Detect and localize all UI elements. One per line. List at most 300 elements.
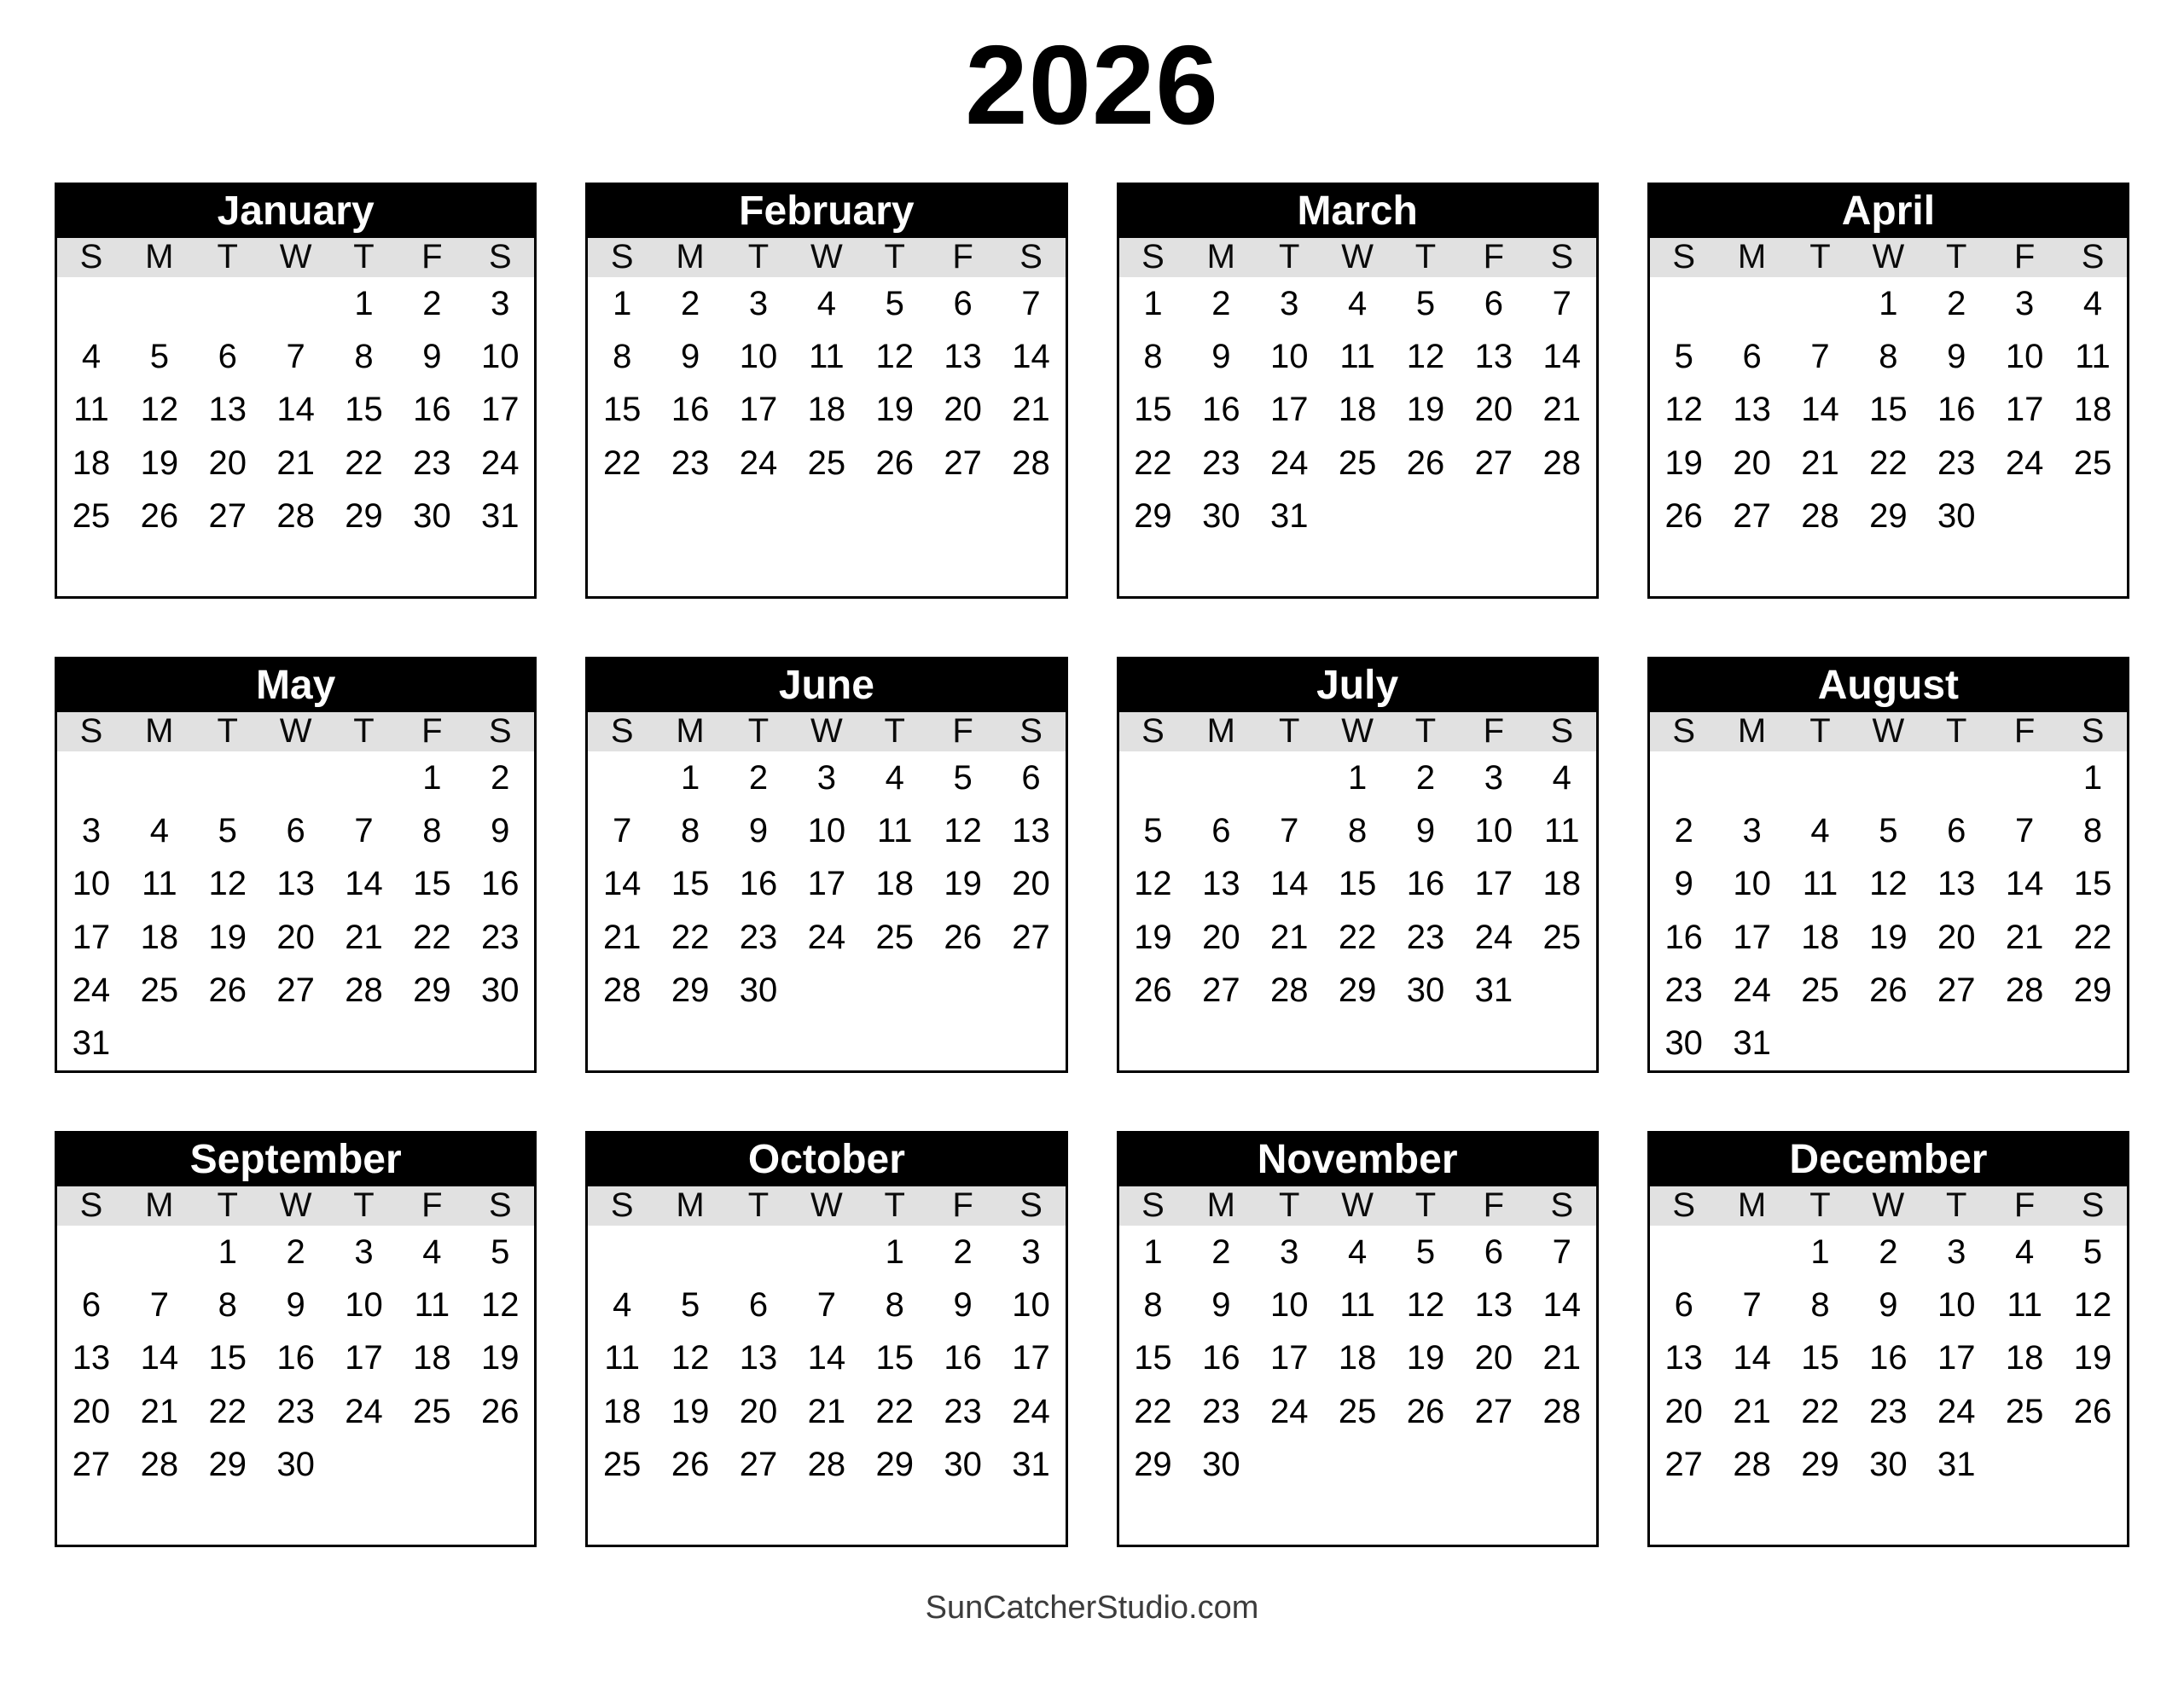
weekday-label: T — [353, 1186, 375, 1225]
day-cell: 26 — [671, 1446, 710, 1484]
day-cell: 29 — [1338, 971, 1377, 1010]
day-cell: 7 — [354, 812, 374, 850]
day-cell: 23 — [1202, 444, 1240, 482]
day-cell: 10 — [72, 865, 111, 903]
day-cell: 17 — [72, 918, 111, 956]
day-cell: 2 — [286, 1232, 305, 1271]
day-cell: 11 — [604, 1339, 640, 1377]
weekday-label: M — [1206, 1186, 1235, 1225]
day-cell: 5 — [680, 1286, 700, 1325]
day-cell: 18 — [807, 391, 846, 429]
weekday-label: S — [2081, 1186, 2105, 1225]
weekday-row — [1650, 1186, 2127, 1226]
day-cell: 25 — [1338, 1392, 1377, 1430]
day-cell: 19 — [208, 918, 247, 956]
day-cell: 8 — [1143, 1286, 1163, 1325]
day-cell: 26 — [1134, 971, 1172, 1010]
weekday-row — [57, 238, 534, 277]
day-cell: 19 — [671, 1392, 710, 1430]
day-cell: 17 — [1733, 918, 1771, 956]
day-cell: 22 — [671, 918, 710, 956]
day-cell: 3 — [1947, 1232, 1966, 1271]
day-cell: 22 — [1869, 444, 1908, 482]
day-cell: 4 — [816, 284, 836, 322]
day-cell: 9 — [1879, 1286, 1898, 1325]
day-cell: 25 — [72, 497, 111, 536]
day-cell: 4 — [885, 758, 904, 797]
day-cell: 27 — [1474, 444, 1513, 482]
day-cell: 23 — [671, 444, 710, 482]
day-cell: 4 — [81, 338, 102, 376]
day-cell: 21 — [345, 918, 383, 956]
month-title: August — [1817, 663, 1960, 709]
weekday-label: S — [1141, 238, 1165, 276]
day-cell: 10 — [1937, 1286, 1976, 1325]
day-cell: 3 — [81, 812, 102, 850]
day-cell: 13 — [1733, 391, 1771, 429]
day-cell: 24 — [1269, 1392, 1309, 1430]
day-cell: 18 — [1338, 391, 1377, 429]
weekday-label: S — [1019, 712, 1043, 751]
day-cell: 2 — [953, 1232, 973, 1271]
day-cell: 11 — [1544, 812, 1580, 850]
month-title: December — [1789, 1137, 1988, 1183]
weekday-label: S — [488, 712, 512, 751]
weekday-label: W — [1872, 1186, 1905, 1225]
day-cell: 8 — [1879, 338, 1898, 376]
day-cell: 18 — [72, 444, 111, 482]
day-cell: 13 — [1474, 338, 1513, 376]
day-cell: 25 — [140, 971, 179, 1010]
day-cell: 18 — [875, 865, 914, 903]
weekday-label: F — [1483, 712, 1505, 751]
month-block — [1647, 183, 2129, 599]
day-cell: 23 — [1664, 971, 1703, 1010]
day-cell: 5 — [1415, 1232, 1436, 1271]
day-cell: 22 — [345, 444, 383, 482]
day-cell: 6 — [286, 812, 305, 850]
day-cell: 5 — [1143, 812, 1163, 850]
day-cell: 6 — [81, 1286, 102, 1325]
day-cell: 29 — [2073, 971, 2112, 1010]
day-cell: 12 — [671, 1339, 710, 1377]
weekday-label: T — [1946, 1186, 1967, 1225]
day-cell: 14 — [1012, 338, 1050, 376]
day-cell: 17 — [481, 391, 520, 429]
day-cell: 19 — [140, 444, 179, 482]
day-cell: 10 — [481, 338, 520, 376]
day-cell: 1 — [613, 284, 632, 322]
weekday-label: S — [1019, 1186, 1043, 1225]
day-cell: 22 — [208, 1392, 247, 1430]
day-cell: 26 — [944, 918, 982, 956]
day-cell: 14 — [1733, 1339, 1771, 1377]
weekday-label: F — [421, 238, 443, 276]
day-cell: 30 — [1869, 1446, 1908, 1484]
day-cell: 7 — [1280, 812, 1299, 850]
day-cell: 23 — [1406, 918, 1445, 956]
day-cell: 27 — [208, 497, 247, 536]
weekday-row — [57, 712, 534, 751]
day-cell: 3 — [1021, 1232, 1041, 1271]
day-cell: 19 — [1406, 1339, 1445, 1377]
day-cell: 2 — [1879, 1232, 1898, 1271]
day-cell: 23 — [1937, 444, 1976, 482]
day-cell: 7 — [149, 1286, 169, 1325]
day-cell: 5 — [218, 812, 237, 850]
day-cell: 27 — [1202, 971, 1240, 1010]
day-cell: 8 — [1810, 1286, 1830, 1325]
day-cell: 8 — [2082, 812, 2103, 850]
day-cell: 9 — [953, 1286, 973, 1325]
day-cell: 17 — [1474, 865, 1513, 903]
day-cell: 20 — [72, 1392, 111, 1430]
day-cell: 30 — [739, 971, 778, 1010]
month-header — [1650, 1134, 2127, 1186]
weekday-row — [1119, 238, 1596, 277]
day-cell: 17 — [345, 1339, 383, 1377]
day-cell: 3 — [491, 284, 510, 322]
weekday-label: F — [2013, 712, 2036, 751]
month-header — [1119, 185, 1596, 238]
day-cell: 25 — [602, 1446, 642, 1484]
day-cell: 13 — [1474, 1286, 1513, 1325]
day-cell: 13 — [1937, 865, 1976, 903]
month-header — [1119, 659, 1596, 712]
month-header — [588, 1134, 1065, 1186]
weekday-label: T — [1414, 712, 1437, 751]
day-cell: 8 — [422, 812, 442, 850]
day-cell: 14 — [140, 1339, 179, 1377]
weekday-label: T — [1809, 712, 1831, 751]
day-cell: 21 — [1012, 391, 1050, 429]
weekday-row — [1650, 238, 2127, 277]
day-cell: 4 — [1552, 758, 1571, 797]
day-cell: 22 — [602, 444, 642, 482]
day-cell: 28 — [1542, 1392, 1582, 1430]
weekday-label: M — [1737, 712, 1767, 751]
day-cell: 26 — [1869, 971, 1908, 1010]
day-cell: 9 — [1947, 338, 1966, 376]
day-cell: 17 — [1269, 1339, 1309, 1377]
weekday-label: T — [1279, 1186, 1300, 1225]
day-cell: 13 — [1012, 812, 1050, 850]
day-cell: 15 — [671, 865, 710, 903]
day-cell: 27 — [1937, 971, 1976, 1010]
day-cell: 24 — [1733, 971, 1771, 1010]
day-cell: 26 — [2073, 1392, 2112, 1430]
day-cell: 24 — [1937, 1392, 1976, 1430]
day-cell: 18 — [413, 1339, 451, 1377]
weekday-label: T — [353, 712, 375, 751]
day-cell: 7 — [613, 812, 632, 850]
day-cell: 27 — [944, 444, 982, 482]
day-cell: 28 — [2005, 971, 2044, 1010]
day-cell: 28 — [1269, 971, 1309, 1010]
day-cell: 7 — [1742, 1286, 1762, 1325]
day-cell: 10 — [1733, 865, 1771, 903]
day-cell: 20 — [1474, 1339, 1513, 1377]
day-cell: 6 — [218, 338, 237, 376]
weekday-label: S — [1019, 238, 1043, 276]
weekday-label: F — [421, 1186, 443, 1225]
month-block — [585, 183, 1067, 599]
day-cell: 5 — [885, 284, 904, 322]
month-header — [1650, 185, 2127, 238]
day-cell: 24 — [2005, 444, 2044, 482]
day-cell: 4 — [1347, 284, 1368, 322]
day-cell: 15 — [2073, 865, 2112, 903]
day-cell: 9 — [680, 338, 700, 376]
day-cell: 24 — [481, 444, 520, 482]
day-cell: 24 — [72, 971, 111, 1010]
day-cell: 5 — [491, 1232, 510, 1271]
day-cell: 4 — [613, 1286, 632, 1325]
day-cell: 9 — [748, 812, 769, 850]
day-cell: 14 — [1801, 391, 1839, 429]
month-days — [1119, 1226, 1596, 1545]
weekday-label: S — [79, 238, 103, 276]
day-cell: 28 — [1801, 497, 1839, 536]
day-cell: 2 — [1947, 284, 1966, 322]
weekday-label: S — [610, 712, 634, 751]
month-title: July — [1316, 663, 1399, 709]
day-cell: 3 — [1280, 284, 1299, 322]
day-cell: 24 — [739, 444, 778, 482]
month-header — [1650, 659, 2127, 712]
day-cell: 24 — [345, 1392, 383, 1430]
weekday-row — [588, 712, 1065, 751]
day-cell: 1 — [1810, 1232, 1830, 1271]
day-cell: 12 — [875, 338, 914, 376]
weekday-label: M — [145, 1186, 174, 1225]
month-days — [57, 751, 534, 1070]
weekday-label: M — [676, 238, 705, 276]
day-cell: 10 — [1269, 1286, 1309, 1325]
day-cell: 12 — [1406, 338, 1445, 376]
weekday-label: F — [1483, 1186, 1505, 1225]
weekday-label: W — [279, 238, 312, 276]
day-cell: 19 — [944, 865, 982, 903]
day-cell: 8 — [218, 1286, 237, 1325]
day-cell: 27 — [72, 1446, 111, 1484]
weekday-label: M — [1737, 238, 1767, 276]
day-cell: 1 — [2082, 758, 2103, 797]
day-cell: 11 — [876, 812, 913, 850]
weekday-label: T — [1946, 238, 1967, 276]
day-cell: 28 — [1542, 444, 1582, 482]
day-cell: 6 — [1021, 758, 1041, 797]
day-cell: 8 — [1143, 338, 1163, 376]
day-cell: 26 — [1406, 444, 1445, 482]
day-cell: 5 — [953, 758, 973, 797]
day-cell: 2 — [680, 284, 700, 322]
weekday-label: W — [810, 712, 843, 751]
day-cell: 26 — [140, 497, 179, 536]
month-header — [588, 185, 1065, 238]
day-cell: 21 — [1542, 1339, 1582, 1377]
day-cell: 29 — [1134, 497, 1172, 536]
day-cell: 17 — [1269, 391, 1309, 429]
weekday-row — [588, 238, 1065, 277]
day-cell: 20 — [1202, 918, 1240, 956]
month-days — [588, 1226, 1065, 1545]
month-block — [585, 1131, 1067, 1547]
day-cell: 8 — [1347, 812, 1368, 850]
day-cell: 16 — [1202, 1339, 1240, 1377]
day-cell: 14 — [807, 1339, 846, 1377]
month-block — [1117, 657, 1599, 1073]
day-cell: 27 — [276, 971, 315, 1010]
day-cell: 10 — [2005, 338, 2044, 376]
weekday-label: T — [747, 712, 770, 751]
day-cell: 26 — [208, 971, 247, 1010]
day-cell: 14 — [1542, 338, 1582, 376]
weekday-label: S — [488, 1186, 512, 1225]
month-title: March — [1297, 188, 1418, 235]
day-cell: 20 — [276, 918, 315, 956]
day-cell: 1 — [1143, 284, 1163, 322]
day-cell: 19 — [1406, 391, 1445, 429]
weekday-label: S — [1550, 712, 1574, 751]
weekday-label: T — [217, 1186, 238, 1225]
day-cell: 30 — [1664, 1024, 1703, 1063]
day-cell: 15 — [345, 391, 383, 429]
day-cell: 21 — [276, 444, 315, 482]
day-cell: 2 — [1415, 758, 1436, 797]
day-cell: 21 — [1733, 1392, 1771, 1430]
day-cell: 10 — [1474, 812, 1513, 850]
month-title: October — [747, 1137, 905, 1183]
weekday-label: T — [884, 1186, 905, 1225]
day-cell: 12 — [1406, 1286, 1445, 1325]
day-cell: 19 — [875, 391, 914, 429]
day-cell: 30 — [944, 1446, 982, 1484]
day-cell: 17 — [1012, 1339, 1050, 1377]
weekday-label: W — [810, 238, 843, 276]
day-cell: 6 — [1742, 338, 1762, 376]
month-header — [57, 185, 534, 238]
weekday-label: W — [1341, 1186, 1374, 1225]
day-cell: 16 — [1202, 391, 1240, 429]
day-cell: 24 — [807, 918, 846, 956]
day-cell: 29 — [345, 497, 383, 536]
day-cell: 29 — [875, 1446, 914, 1484]
day-cell: 3 — [1742, 812, 1762, 850]
day-cell: 6 — [1484, 284, 1504, 322]
weekday-label: T — [1809, 238, 1831, 276]
day-cell: 1 — [422, 758, 442, 797]
weekday-label: T — [1809, 1186, 1831, 1225]
day-cell: 21 — [1801, 444, 1839, 482]
day-cell: 21 — [2005, 918, 2044, 956]
day-cell: 18 — [2073, 391, 2112, 429]
day-cell: 23 — [739, 918, 778, 956]
day-cell: 5 — [1879, 812, 1898, 850]
day-cell: 15 — [208, 1339, 247, 1377]
day-cell: 29 — [1869, 497, 1908, 536]
day-cell: 3 — [2015, 284, 2035, 322]
day-cell: 4 — [1810, 812, 1830, 850]
weekday-label: W — [1341, 238, 1374, 276]
day-cell: 21 — [1542, 391, 1582, 429]
month-days — [588, 751, 1065, 1070]
weekday-label: T — [1414, 238, 1437, 276]
day-cell: 25 — [1801, 971, 1839, 1010]
day-cell: 21 — [807, 1392, 846, 1430]
day-cell: 15 — [1338, 865, 1377, 903]
weekday-label: F — [421, 712, 443, 751]
day-cell: 6 — [1484, 1232, 1504, 1271]
weekday-label: S — [1672, 712, 1696, 751]
day-cell: 15 — [1869, 391, 1908, 429]
month-block — [55, 183, 537, 599]
day-cell: 19 — [2073, 1339, 2112, 1377]
day-cell: 1 — [1143, 1232, 1163, 1271]
day-cell: 23 — [413, 444, 451, 482]
weekday-row — [57, 1186, 534, 1226]
month-header — [57, 1134, 534, 1186]
day-cell: 11 — [2075, 338, 2111, 376]
day-cell: 4 — [149, 812, 169, 850]
month-block — [1647, 657, 2129, 1073]
weekday-label: W — [1872, 238, 1905, 276]
day-cell: 13 — [944, 338, 982, 376]
day-cell: 18 — [1801, 918, 1839, 956]
weekday-label: M — [145, 712, 174, 751]
day-cell: 14 — [345, 865, 383, 903]
day-cell: 5 — [1415, 284, 1436, 322]
month-header — [57, 659, 534, 712]
day-cell: 11 — [1802, 865, 1838, 903]
day-cell: 25 — [1338, 444, 1377, 482]
day-cell: 1 — [680, 758, 700, 797]
month-title: May — [255, 663, 336, 709]
month-block — [1647, 1131, 2129, 1547]
weekday-label: M — [676, 1186, 705, 1225]
day-cell: 6 — [953, 284, 973, 322]
month-block — [55, 1131, 537, 1547]
day-cell: 12 — [1869, 865, 1908, 903]
day-cell: 2 — [1674, 812, 1693, 850]
month-days — [1650, 1226, 2127, 1545]
month-block — [55, 657, 537, 1073]
day-cell: 28 — [807, 1446, 846, 1484]
month-days — [1119, 751, 1596, 1070]
day-cell: 29 — [413, 971, 451, 1010]
day-cell: 16 — [739, 865, 778, 903]
month-title: February — [739, 188, 915, 235]
month-block — [1117, 1131, 1599, 1547]
day-cell: 2 — [748, 758, 769, 797]
day-cell: 8 — [613, 338, 632, 376]
day-cell: 3 — [816, 758, 836, 797]
day-cell: 24 — [1012, 1392, 1050, 1430]
day-cell: 1 — [354, 284, 374, 322]
day-cell: 4 — [2082, 284, 2103, 322]
weekday-label: W — [279, 1186, 312, 1225]
day-cell: 5 — [149, 338, 169, 376]
day-cell: 12 — [1134, 865, 1172, 903]
day-cell: 15 — [1801, 1339, 1839, 1377]
day-cell: 13 — [276, 865, 315, 903]
day-cell: 30 — [481, 971, 520, 1010]
day-cell: 3 — [748, 284, 769, 322]
day-cell: 17 — [1937, 1339, 1976, 1377]
day-cell: 22 — [413, 918, 451, 956]
weekday-label: S — [79, 712, 103, 751]
day-cell: 23 — [276, 1392, 315, 1430]
